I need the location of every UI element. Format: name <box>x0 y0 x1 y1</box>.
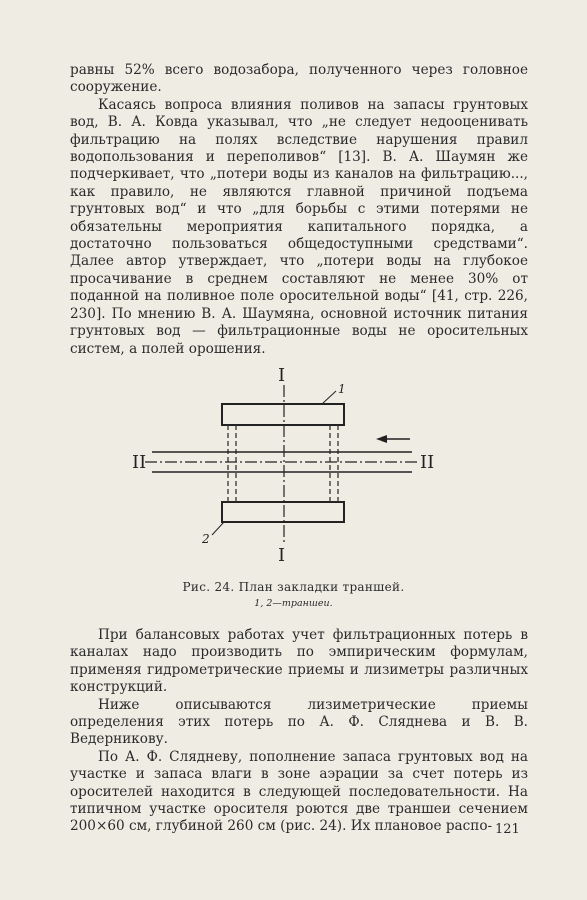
figure-subcaption: 1, 2—траншеи. <box>254 598 333 609</box>
axis-II-left-label: II <box>132 452 147 473</box>
figure-trench-plan <box>0 355 587 580</box>
leader-line-1 <box>322 391 336 404</box>
trench-1-rect <box>222 404 344 425</box>
page-number: 121 <box>495 822 520 837</box>
bottom-text-block <box>70 627 528 836</box>
leader-line-2 <box>212 522 224 535</box>
axis-I-top-label: I <box>278 365 286 386</box>
paragraph-slyadnev: По А. Ф. Слядневу, пополнение запаса грунтовых вод на участке и запаса влаги в зоне аэрации за счет потерь из оросителей находится в следующей последовательности. На типичном участке оросителя роются две траншеи сечением 200×60 см, глубиной 260 см (рис. 24). Их плановое распо- <box>70 748 528 835</box>
figure-caption: Рис. 24. План закладки траншей. <box>182 580 405 594</box>
top-text-block <box>70 62 528 358</box>
axis-II-right-label: II <box>420 452 435 473</box>
flow-arrow-icon <box>376 435 387 443</box>
paragraph-continuation: равны 52% всего водозабора, полученного через головное сооружение. <box>70 62 528 96</box>
paragraph-lysimeter-methods: Ниже описываются лизиметрические приемы определения этих потерь по А. Ф. Сляднева и В. В. Ведерникову. <box>70 696 528 748</box>
trench-2-rect <box>222 502 344 522</box>
trench-2-label: 2 <box>202 532 210 546</box>
trench-plan-diagram <box>0 355 587 580</box>
trench-1-label: 1 <box>338 382 346 396</box>
paragraph-kovda-shaumyan: Касаясь вопроса влияния поливов на запасы грунтовых вод, В. А. Ковда указывал, что „не следует недооценивать фильтрацию на полях вследствие нарушения правил водопользования и переполивов“ [13]. В. А. Шаумян же подчеркивает, что „потери воды из каналов на фильтрацию..., как правило, не являются главной причиной подъема грунтовых вод“ и что „для борьбы с этими потерями не обязательны мероприятия капитального порядка, а достаточно пользоваться общедоступными средствами“. Далее автор утверждает, что „потери воды на глубокое просачивание в среднем составляют не менее 30% от поданной на поливное поле оросительной воды“ [41, стр. 226, 230]. По мнению В. А. Шаумяна, основной источник питания грунтовых вод — фильтрационные воды не оросительных систем, а полей орошения. <box>70 96 528 357</box>
axis-I-bottom-label: I <box>278 545 286 566</box>
paragraph-balance-work: При балансовых работах учет фильтрационных потерь в каналах надо производить по эмпирическим формулам, применяя гидрометрические приемы и лизиметры различных конструкций. <box>70 627 528 696</box>
